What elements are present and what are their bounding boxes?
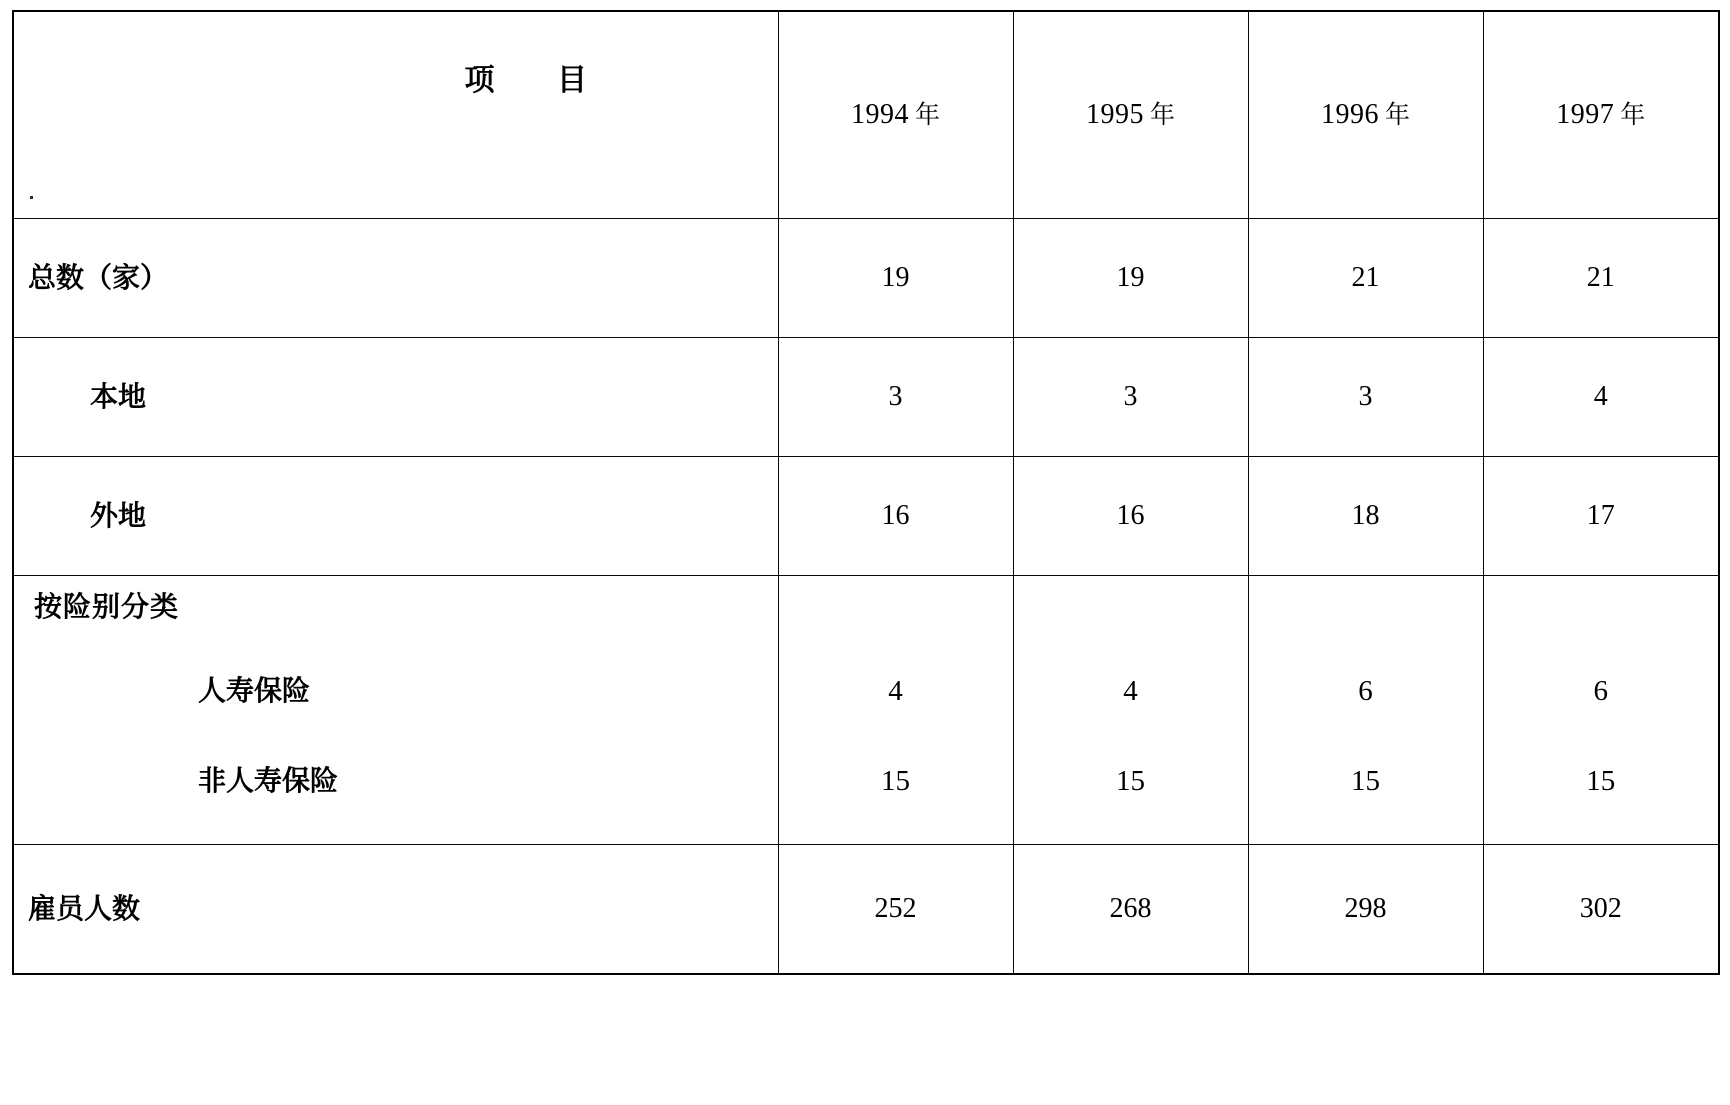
cell-outside-1996: 18 bbox=[1248, 457, 1483, 576]
cell-staff-1994: 252 bbox=[778, 845, 1013, 975]
table-row-group-by-insurance-type bbox=[13, 576, 1719, 845]
cell-nonlife-1994: 15 bbox=[881, 765, 910, 797]
cell-local-1994: 3 bbox=[778, 338, 1013, 457]
header-cell-1996 bbox=[1248, 11, 1483, 219]
header-year-1994: 1994 bbox=[850, 99, 909, 131]
table-row bbox=[13, 219, 1719, 338]
table-row bbox=[13, 457, 1719, 576]
row-label-local-text: 本地 bbox=[90, 380, 147, 414]
row-label-outside-text: 外地 bbox=[90, 499, 147, 533]
stacked-values-1996 bbox=[1263, 576, 1469, 844]
cell-total-1995: 19 bbox=[1013, 219, 1248, 338]
cell-outside-1994: 16 bbox=[778, 457, 1013, 576]
cell-staff-1995: 268 bbox=[1013, 845, 1248, 975]
cell-staff-1996: 298 bbox=[1248, 845, 1483, 975]
cell-group-1994 bbox=[778, 576, 1013, 845]
cell-life-1995: 4 bbox=[1123, 675, 1138, 707]
header-cell-1994 bbox=[778, 11, 1013, 219]
by-class-cell bbox=[28, 576, 764, 844]
cell-local-1997: 4 bbox=[1483, 338, 1719, 457]
table-header-row bbox=[13, 11, 1719, 219]
stacked-values-1995 bbox=[1028, 576, 1234, 844]
cell-group-1996 bbox=[1248, 576, 1483, 845]
row-label-staff: 雇员人数 bbox=[13, 845, 778, 975]
cell-nonlife-1995: 15 bbox=[1116, 765, 1145, 797]
header-cell-1995 bbox=[1013, 11, 1248, 219]
cell-nonlife-1996: 15 bbox=[1351, 765, 1380, 797]
header-year-1996: 1996 bbox=[1320, 99, 1379, 131]
cell-nonlife-1997: 15 bbox=[1586, 765, 1616, 797]
row-label-life-insurance: 人寿保险 bbox=[198, 674, 311, 707]
row-label-by-class bbox=[13, 576, 778, 845]
stacked-values-1997 bbox=[1498, 576, 1705, 844]
cell-group-1997 bbox=[1483, 576, 1719, 845]
cell-group-1995 bbox=[1013, 576, 1248, 845]
cell-total-1996: 21 bbox=[1248, 219, 1483, 338]
header-year-unit-1994: 年 bbox=[914, 100, 940, 130]
cell-life-1996: 6 bbox=[1358, 675, 1373, 707]
row-label-total: 总数（家） bbox=[13, 219, 778, 338]
cell-total-1997: 21 bbox=[1483, 219, 1719, 338]
cell-outside-1997: 17 bbox=[1483, 457, 1719, 576]
cell-staff-1997: 302 bbox=[1483, 845, 1719, 975]
row-label-by-class-text: 按险别分类 bbox=[34, 590, 180, 623]
row-label-local bbox=[13, 338, 778, 457]
row-label-nonlife-insurance: 非人寿保险 bbox=[198, 764, 339, 797]
header-cell-item bbox=[13, 11, 778, 219]
header-year-unit-1996: 年 bbox=[1384, 100, 1410, 130]
stacked-values-1994 bbox=[793, 576, 999, 844]
table-row bbox=[13, 845, 1719, 975]
header-label-item: 项 目 bbox=[464, 63, 613, 98]
header-year-unit-1995: 年 bbox=[1149, 100, 1175, 130]
table-row bbox=[13, 338, 1719, 457]
cell-local-1996: 3 bbox=[1248, 338, 1483, 457]
cell-local-1995: 3 bbox=[1013, 338, 1248, 457]
header-year-unit-1997: 年 bbox=[1620, 100, 1646, 130]
header-cell-1997 bbox=[1483, 11, 1719, 219]
cell-life-1994: 4 bbox=[888, 675, 903, 707]
statistics-table bbox=[12, 10, 1720, 975]
cell-outside-1995: 16 bbox=[1013, 457, 1248, 576]
header-year-1995: 1995 bbox=[1085, 99, 1144, 131]
scan-artifact-dot bbox=[30, 196, 33, 199]
cell-life-1997: 6 bbox=[1593, 675, 1608, 707]
row-label-outside bbox=[13, 457, 778, 576]
cell-total-1994: 19 bbox=[778, 219, 1013, 338]
header-year-1997: 1997 bbox=[1556, 99, 1615, 131]
